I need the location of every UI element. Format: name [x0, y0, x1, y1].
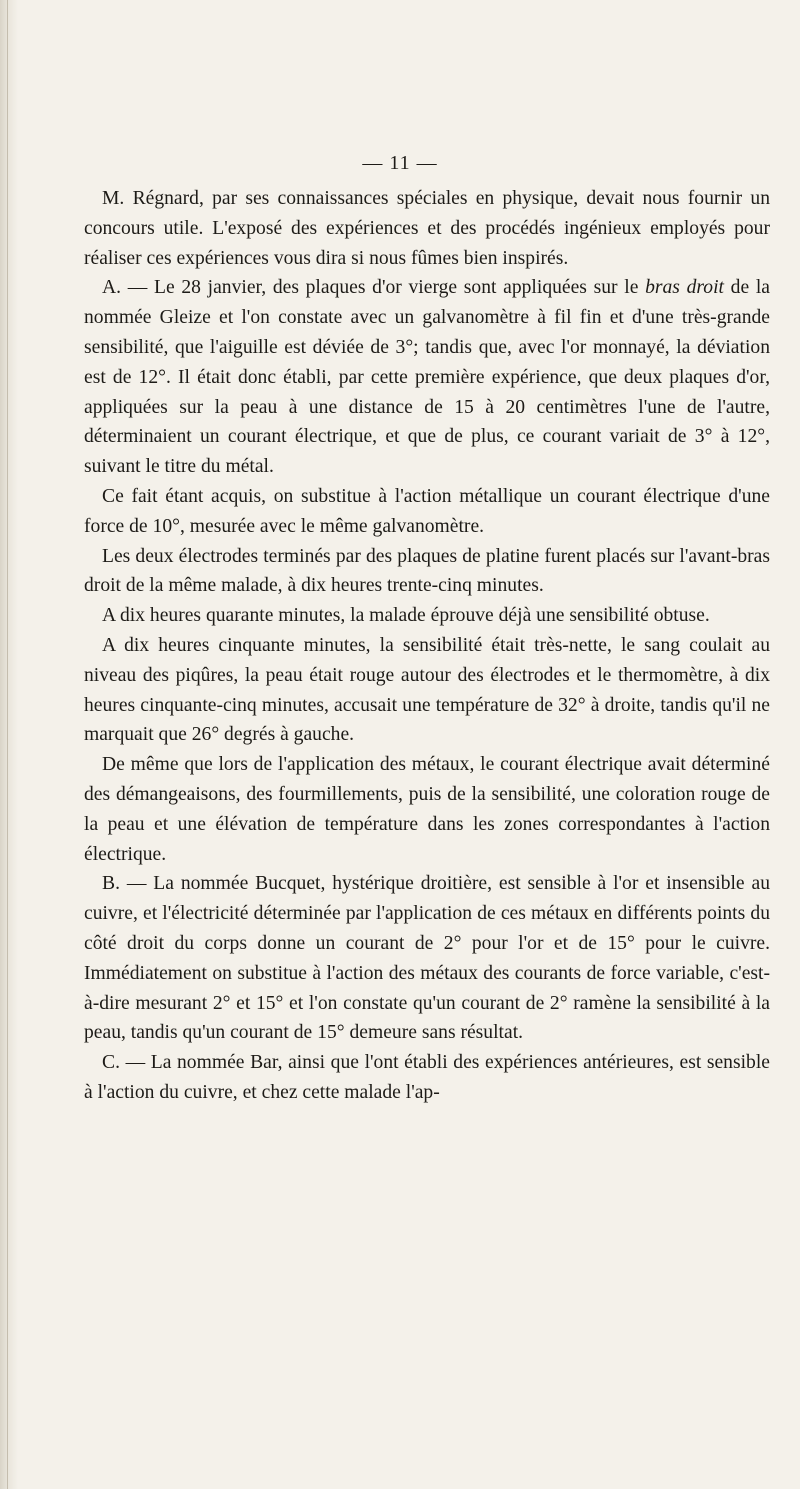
paragraph-metals-comparison: De même que lors de l'application des métaux, le courant électrique avait déterminé des démangeaisons, des fourmillements, puis de la sensibilité, une coloration rouge de la peau et une élévation de température dans les zones correspondantes à l'action électrique. [84, 754, 770, 865]
page-number: — 11 — [362, 152, 438, 174]
paragraph-experiment-a [84, 273, 770, 482]
body-text [84, 184, 770, 1108]
paragraph-experiment-c: C. — La nommée Bar, ainsi que l'ont établi des expériences antérieures, est sensible à l'action du cuivre, et chez cette malade l'ap- [84, 1052, 770, 1103]
paragraph-intro: M. Régnard, par ses connaissances spéciales en physique, devait nous fournir un concours utile. L'exposé des expériences et des procédés ingénieux employés pour réaliser ces expériences vous dira si nous fûmes bien inspirés. [84, 188, 770, 269]
paragraph-a-prefix: A. — Le 28 janvier, des plaques d'or vierge sont appliquées sur le [102, 277, 646, 299]
paragraph-electric-current: Ce fait étant acquis, on substitue à l'action métallique un courant électrique d'une force de 10°, mesurée avec le même galvanomètre. [84, 485, 770, 537]
paragraph-electrodes: Les deux électrodes terminés par des plaques de platine furent placés sur l'avant-bras droit de la même malade, à dix heures trente-cinq minutes. [84, 545, 770, 597]
paragraph-ten-fifty: A dix heures cinquante minutes, la sensibilité était très-nette, le sang coulait au niveau des piqûres, la peau était rouge autour des électrodes et le thermomètre, à dix heures cinquante-cinq minutes, accusait une température de 32° à droite, tandis qu'il ne marquait que 26° degrés à gauche. [84, 634, 770, 746]
page-binding-edge [0, 0, 18, 1489]
page-binding-line [7, 0, 8, 1489]
paragraph-experiment-b: B. — La nommée Bucquet, hystérique droitière, est sensible à l'or et insensible au cuivre, et l'électricité déterminée par l'application de ces métaux en différents points du côté droit du corps donne un courant de 2° pour l'or et de 15° pour le cuivre. Immédiatement on substitue à l'action des métaux des courants de force variable, c'est-à-dire mesurant 2° et 15° et l'on constate qu'un courant de 2° ramène la sensibilité à la peau, tandis qu'un courant de 15° demeure sans résultat. [84, 873, 770, 1044]
paragraph-ten-forty: A dix heures quarante minutes, la malade éprouve déjà une sensibilité obtuse. [102, 605, 710, 627]
paragraph-a-suffix: de la nommée Gleize et l'on constate avec un galvanomètre à fil fin et d'une très-grande sensibilité, que l'aiguille est déviée de 3°; tandis que, avec l'or monnayé, la déviation est de 12°. Il était donc établi, par cette première expérience, que deux plaques d'or, appliquées sur la peau à une distance de 15 à 20 centimètres l'une de l'autre, déterminaient un courant électrique, et que de plus, ce courant variait de 3° à 12°, suivant le titre du métal. [84, 277, 771, 478]
paragraph-a-italic: bras droit [645, 277, 724, 299]
